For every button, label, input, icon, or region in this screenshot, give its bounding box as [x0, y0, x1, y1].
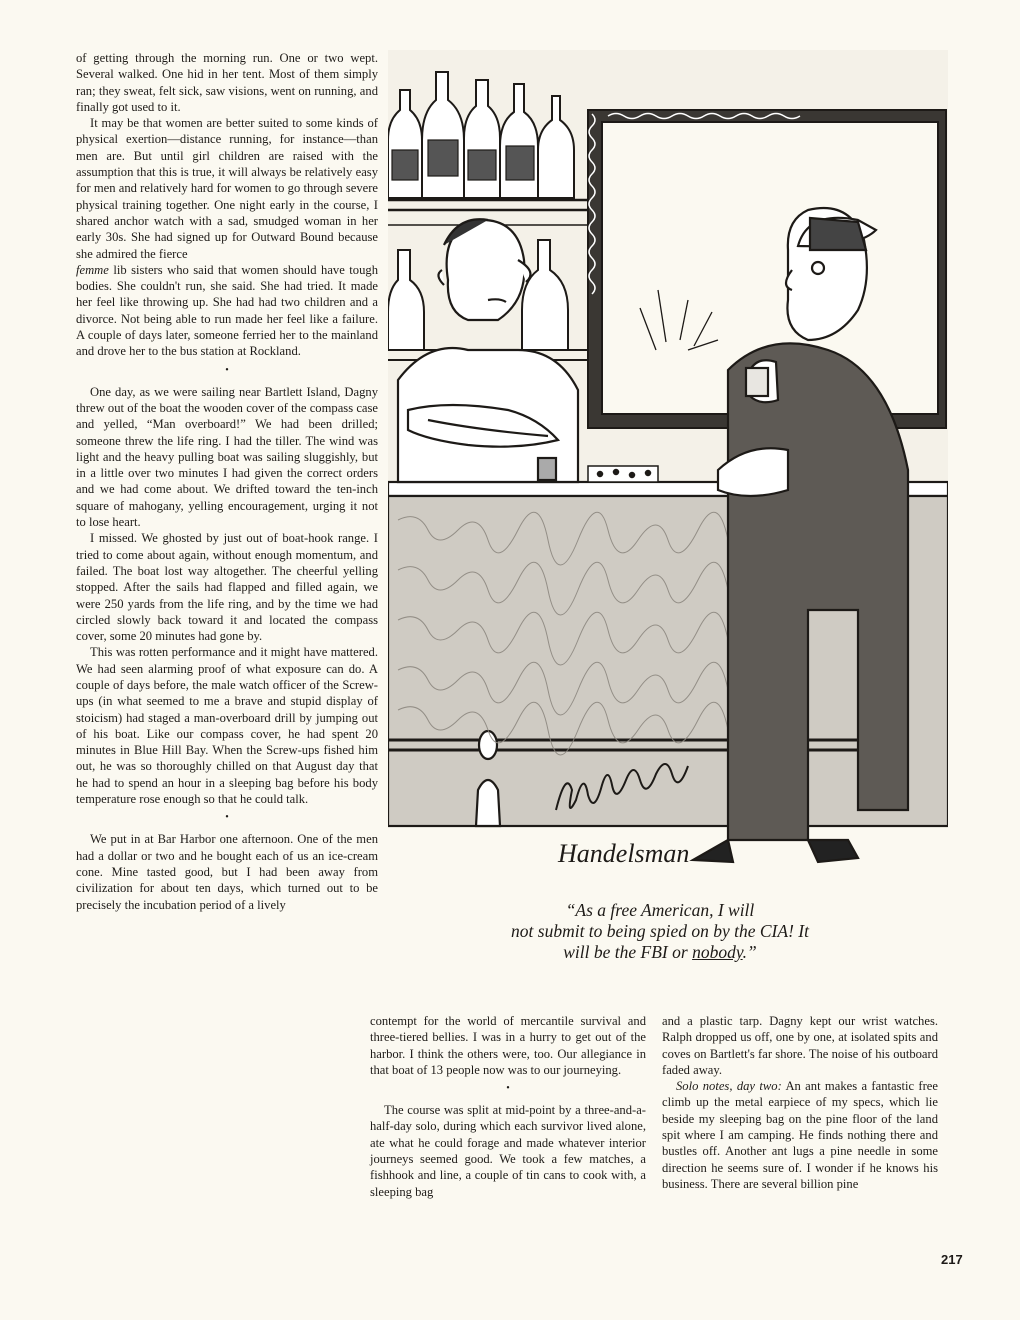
underlined-word: nobody: [692, 942, 743, 962]
paragraph: I missed. We ghosted by just out of boat-hook range. I tried to come about again, without enough momentum, and failed. The boat lost way altogether. The cheerful yelling stopped. After the sails had flapped and filled again, we were 250 yards from the life ring, and by the time we had circled slowly back toward it and located the compass cover, some 20 minutes had gone by.: [76, 531, 378, 644]
paragraph: [662, 1078, 938, 1192]
article-column-middle: [370, 1013, 646, 1200]
cartoonist-signature: Handelsman: [558, 839, 690, 868]
italic-word: femme: [76, 262, 109, 277]
section-separator: •: [225, 812, 229, 824]
section-separator: •: [225, 364, 229, 376]
paragraph: of getting through the morning run. One or two wept. Several walked. One hid in her tent. Most of them simply ran; they sweat, felt sick, saw visions, went on running, and finally got used to it.: [76, 51, 378, 114]
article-column-left: [76, 50, 378, 913]
caption-line: will be the FBI or nobody.”: [563, 942, 757, 962]
paragraph: and a plastic tarp. Dagny kept our wrist watches. Ralph dropped us off, one by one, at isolated spits and coves on Bartlett's far shore. The noise of his outboard faded away.: [662, 1014, 938, 1077]
article-column-right: [662, 1013, 938, 1192]
cartoon-illustration: [388, 50, 948, 890]
page-number: 217: [941, 1252, 963, 1267]
paragraph: [76, 262, 378, 360]
cartoon-caption: [440, 900, 880, 963]
snack-bowl: [588, 466, 658, 482]
paragraph: contempt for the world of mercantile survival and three-tiered bellies. I was in a hurry to get out of the harbor. I think the others were, too. Our allegiance in that boat of 13 people now was to our journeying.: [370, 1014, 646, 1077]
caption-line: not submit to being spied on by the CIA! It: [511, 921, 809, 941]
paragraph-text: lib sisters who said that women should have tough bodies. She couldn't run, she said. She had tried. It made her feel like throwing up. She had had two children and a divorce. Not being able to run made her feel like a failure. A couple of days later, someone ferried her to the mainland and drove her to the bus station at Rockland.: [76, 262, 378, 359]
paragraph: It may be that women are better suited to some kinds of physical exertion—distance running, for instance—than men are. But until girl children are raised with the assumption that this is true, it will always be relatively easy for men and relatively hard for women to go through severe physical training together. One night early in the course, I shared anchor watch with a sad, smudged woman in her early 30s. She had signed up for Outward Bound because she admired the fierce: [76, 116, 378, 261]
section-separator: •: [506, 1083, 510, 1095]
paragraph: We put in at Bar Harbor one afternoon. One of the men had a dollar or two and he bought each of us an ice-cream cone. Mine tasted good, but I had been away from civilization for about ten days, which turned out to be precisely the incubation period of a lively: [76, 832, 378, 912]
solo-notes-heading: Solo notes, day two:: [676, 1079, 782, 1094]
paragraph: The course was split at mid-point by a three-and-a-half-day solo, during which each survivor lived alone, ate what he could forage and made whatever interior journeys seemed good. We took a few matches, a fishhook and line, a couple of tin cans to cook with, a sleeping bag: [370, 1103, 646, 1199]
paragraph-text: An ant makes a fantastic free climb up the metal earpiece of my specs, which lie beside my sleeping bag on the pine floor of the land spit where I am camping. He finds nothing there and bustles off. Another ant lugs a pine needle in some direction he seems sure of. I wonder if he knows his business. There are several billion pine: [662, 1079, 938, 1191]
caption-line: “As a free American, I will: [565, 900, 755, 920]
paragraph: This was rotten performance and it might have mattered. We had seen alarming proof of what exposure can do. A couple of days before, the male watch officer of the Screw-ups (in what seemed to me a brave and stupid display of stoicism) had staged a man-overboard drill by jumping out of his boat. Like our compass cover, he had spent 20 minutes in Blue Hill Bay. When the Screw-ups fished him out, he was so thoroughly chilled on that August day that he had to spend an hour in a sleeping bag before his body temperature rose enough so that he could talk.: [76, 645, 378, 807]
paragraph: One day, as we were sailing near Bartlett Island, Dagny threw out of the boat the wooden cover of the compass case and yelled, “Man overboard!” We had been drilled; someone threw the life ring. I had the tiller. The wind was light and the heavy pulling boat was sailing sluggishly, but in a little over two minutes I had given the correct orders and we had come about. We drifted toward the ten-inch square of mahogany, yelling encouragement, urging it not to lose heart.: [76, 384, 378, 530]
